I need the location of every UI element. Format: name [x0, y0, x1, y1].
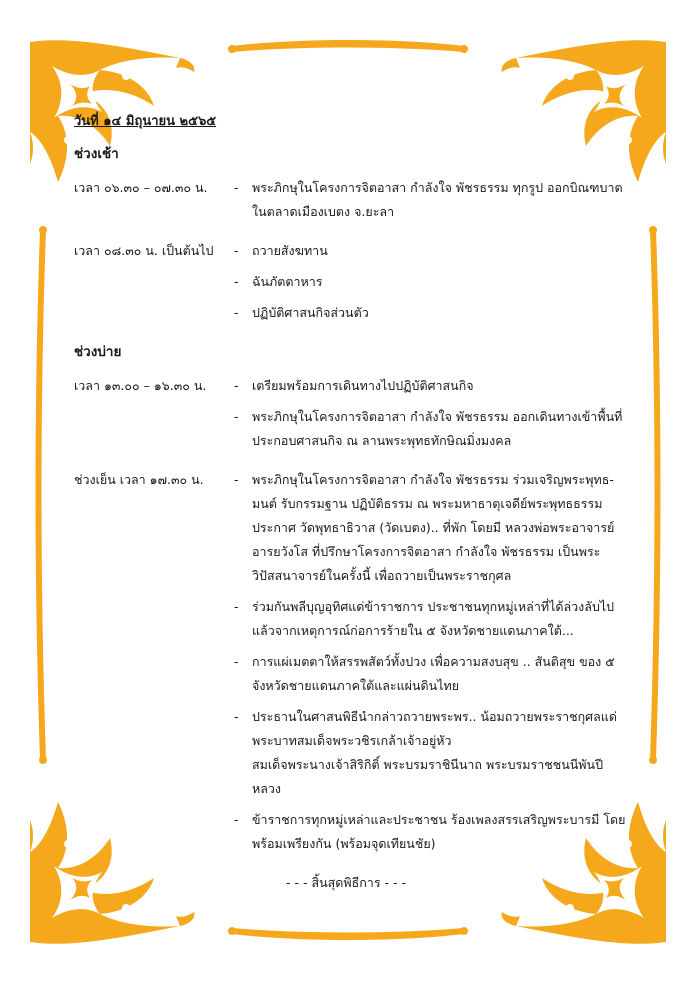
bullet-dash: - [234, 599, 239, 614]
item-line: พระภิกษุในโครงการจิตอาสา กำลังใจ พัชรธรรม ทุกรูป ออกบิณฑบาต [252, 180, 623, 195]
date-heading: วันที่ ๑๔ มิถุนายน ๒๕๖๕ [74, 114, 217, 129]
item-line: อารยวังโส ที่ปรึกษาโครงการจิตอาสา กำลังใจ พัชรธรรม เป็นพระ [252, 544, 601, 559]
bullet-dash: - [234, 654, 239, 669]
schedule-sections [74, 142, 634, 863]
item-line: หลวง [252, 781, 282, 796]
bullet-dash: - [234, 305, 239, 320]
section-title: ช่วงเช้า [74, 146, 119, 162]
item-line: พร้อมเพรียงกัน (พร้อมจุดเทียนชัย) [252, 836, 436, 851]
item-line: มนต์ รับกรรมฐาน ปฏิบัติธรรม ณ พระมหาธาตุเจดีย์พระพุทธธรรม [252, 496, 603, 511]
item-line: พระบาทสมเด็จพระวชิรเกล้าเจ้าอยู่หัว [252, 733, 452, 748]
bullet-dash: - [234, 409, 239, 424]
entry-time: ช่วงเย็น เวลา ๑๗.๓๐ น. [74, 472, 204, 487]
item-line: ประธานในศาสนพิธีนำกล่าวถวายพระพร.. น้อมถวายพระราชกุศลแด่ [252, 709, 617, 724]
frame-bar-right [649, 226, 661, 764]
list-item [234, 270, 634, 294]
item-line: ประกอบศาสนกิจ ณ ลานพระพุทธทักษิณมิ่งมงคล [252, 433, 512, 448]
list-item [234, 650, 634, 698]
schedule-entry [74, 374, 634, 460]
bullet-dash: - [234, 709, 239, 724]
entry-items [234, 239, 634, 332]
list-item [234, 301, 634, 325]
item-line: ประกาศ วัดพุทธาธิวาส (วัดเบตง).. ที่พัก โดยมี หลวงพ่อพระอาจารย์ [252, 520, 615, 535]
frame-bar-bottom [228, 927, 468, 940]
schedule-entry [74, 239, 634, 332]
schedule-entry [74, 468, 634, 863]
frame-bar-left [36, 226, 48, 764]
list-item [234, 808, 634, 856]
schedule-entry [74, 176, 634, 231]
item-line: การแผ่เมตตาให้สรรพสัตว์ทั้งปวง เพื่อความสงบสุข .. สันติสุข ของ ๕ [252, 654, 615, 669]
item-line: เตรียมพร้อมการเดินทางไปปฏิบัติศาสนกิจ [252, 378, 474, 393]
item-line: ในตลาดเมืองเบตง จ.ยะลา [252, 204, 395, 219]
bullet-dash: - [234, 274, 239, 289]
list-item [234, 468, 634, 588]
entry-time: เวลา ๑๓.๐๐ – ๑๖.๓๐ น. [74, 378, 207, 393]
list-item [234, 374, 634, 398]
entry-time: เวลา ๐๘.๓๐ น. เป็นต้นไป [74, 243, 214, 258]
schedule-content [74, 110, 634, 895]
item-line: สมเด็จพระนางเจ้าสิริกิติ์ พระบรมราชินีนาถ พระบรมราชชนนีพันปี [252, 757, 604, 772]
item-line: แล้วจากเหตุการณ์ก่อการร้ายใน ๕ จังหวัดชายแดนภาคใต้... [252, 623, 574, 638]
item-line: จังหวัดชายแดนภาคใต้และแผ่นดินไทย [252, 678, 460, 693]
item-line: พระภิกษุในโครงการจิตอาสา กำลังใจ พัชรธรรม ออกเดินทางเข้าพื้นที่ [252, 409, 623, 424]
bullet-dash: - [234, 472, 239, 487]
entry-time: เวลา ๐๖.๓๐ – ๐๗.๓๐ น. [74, 180, 208, 195]
list-item [234, 239, 634, 263]
section-title: ช่วงบ่าย [74, 344, 122, 360]
entry-items [234, 176, 634, 231]
list-item [234, 705, 634, 801]
item-line: วิปัสสนาจารย์ในครั้งนี้ เพื่อถวายเป็นพระราชกุศล [252, 568, 512, 583]
bullet-dash: - [234, 243, 239, 258]
bullet-dash: - [234, 812, 239, 827]
frame-bar-top [228, 40, 468, 53]
item-line: ปฏิบัติศาสนกิจส่วนตัว [252, 305, 369, 320]
list-item [234, 595, 634, 643]
entry-items [234, 468, 634, 863]
item-line: ร่วมกันพลีบุญอุทิศแด่ข้าราชการ ประชาชนทุกหมู่เหล่าที่ได้ล่วงลับไป [252, 599, 615, 614]
bullet-dash: - [234, 180, 239, 195]
item-line: ถวายสังฆทาน [252, 243, 328, 258]
item-line: ฉันภัตตาหาร [252, 274, 323, 289]
bullet-dash: - [234, 378, 239, 393]
list-item [234, 176, 634, 224]
closing-text: - - - สิ้นสุดพิธีการ - - - [286, 875, 406, 890]
list-item [234, 405, 634, 453]
item-line: ข้าราชการทุกหมู่เหล่าและประชาชน ร้องเพลงสรรเสริญพระบารมี โดย [252, 812, 626, 827]
item-line: พระภิกษุในโครงการจิตอาสา กำลังใจ พัชรธรรม ร่วมเจริญพระพุทธ- [252, 472, 614, 487]
entry-items [234, 374, 634, 460]
